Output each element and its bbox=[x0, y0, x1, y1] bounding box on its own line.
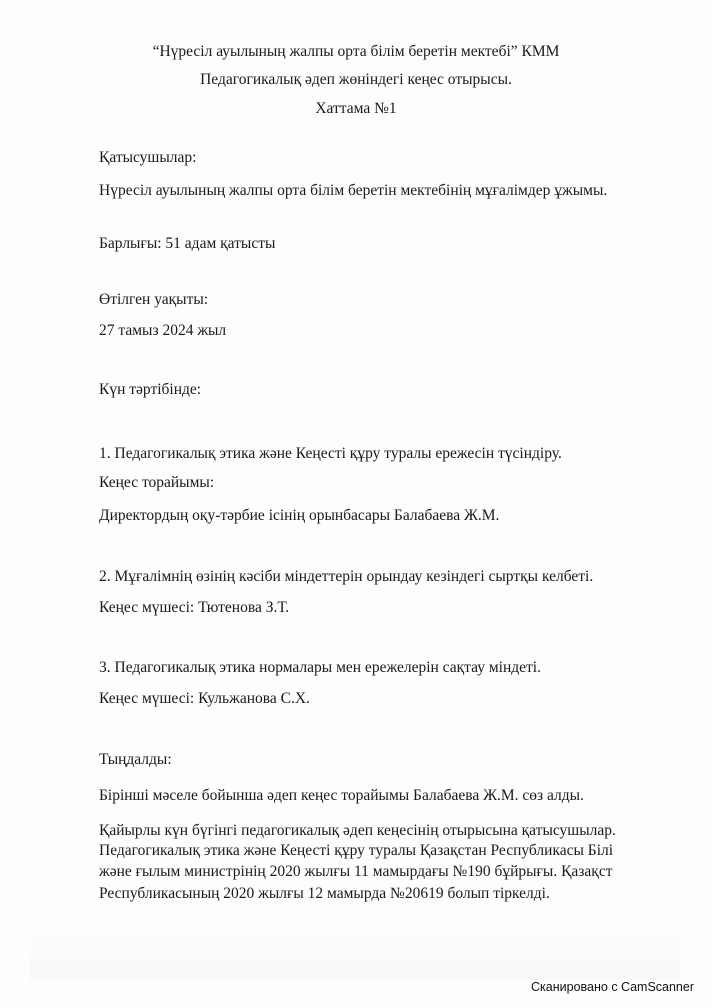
protocol-number: Хаттама №1 bbox=[315, 100, 397, 117]
date-label: Өтілген уақыты: bbox=[99, 291, 209, 308]
total-attendance: Барлығы: 51 адам қатысты bbox=[99, 235, 276, 252]
bleed-through-shadow bbox=[30, 930, 680, 980]
heard-line: Педагогикалық этика және Кеңесті құру туралы Қазақстан Республикасы Білі bbox=[99, 842, 614, 859]
participants-label: Қатысушылар: bbox=[99, 149, 197, 166]
heard-line: Республикасының 2020 жылғы 12 мамырда №20619 болып тіркелді. bbox=[99, 885, 550, 902]
scanner-watermark: Сканировано с CamScanner bbox=[531, 980, 694, 994]
agenda-label: Күн тәртібінде: bbox=[99, 381, 202, 398]
agenda-item-3-title: 3. Педагогикалық этика нормалары мен ережелерін сақтау міндеті. bbox=[99, 659, 541, 676]
document-council-title: Педагогикалық әдеп жөніндегі кеңес отырысы. bbox=[200, 71, 512, 88]
heard-line: Қайырлы күн бүгінгі педагогикалық әдеп кеңесінің отырысына қатысушылар. bbox=[99, 822, 616, 839]
agenda-item-1-role: Кеңес торайымы: bbox=[99, 474, 215, 491]
agenda-item-1-person: Директордың оқу-тәрбие ісінің орынбасары Балабаева Ж.М. bbox=[99, 507, 500, 524]
agenda-item-2-title: 2. Мұғалімнің өзінің кәсіби міндеттерін орындау кезіндегі сыртқы келбеті. bbox=[99, 568, 594, 585]
agenda-item-2-person: Кеңес мүшесі: Тютенова З.Т. bbox=[99, 599, 290, 616]
heard-label: Тыңдалды: bbox=[99, 751, 172, 768]
heard-line: және ғылым министрінің 2020 жылғы 11 мамырдағы №190 бұйрығы. Қазақст bbox=[99, 863, 613, 880]
agenda-item-3-person: Кеңес мүшесі: Кульжанова С.Х. bbox=[99, 690, 310, 707]
document-org-title: “Нүресіл ауылының жалпы орта білім беретін мектебі” КММ bbox=[152, 43, 560, 60]
heard-first-issue: Бірінші мәселе бойынша әдеп кеңес торайымы Балабаева Ж.М. сөз алды. bbox=[99, 787, 584, 804]
date-value: 27 тамыз 2024 жыл bbox=[99, 322, 227, 339]
participants-value: Нүресіл ауылының жалпы орта білім беретін мектебінің мұғалімдер ұжымы. bbox=[99, 182, 608, 199]
agenda-item-1-title: 1. Педагогикалық этика және Кеңесті құру туралы ережесін түсіндіру. bbox=[99, 445, 562, 462]
